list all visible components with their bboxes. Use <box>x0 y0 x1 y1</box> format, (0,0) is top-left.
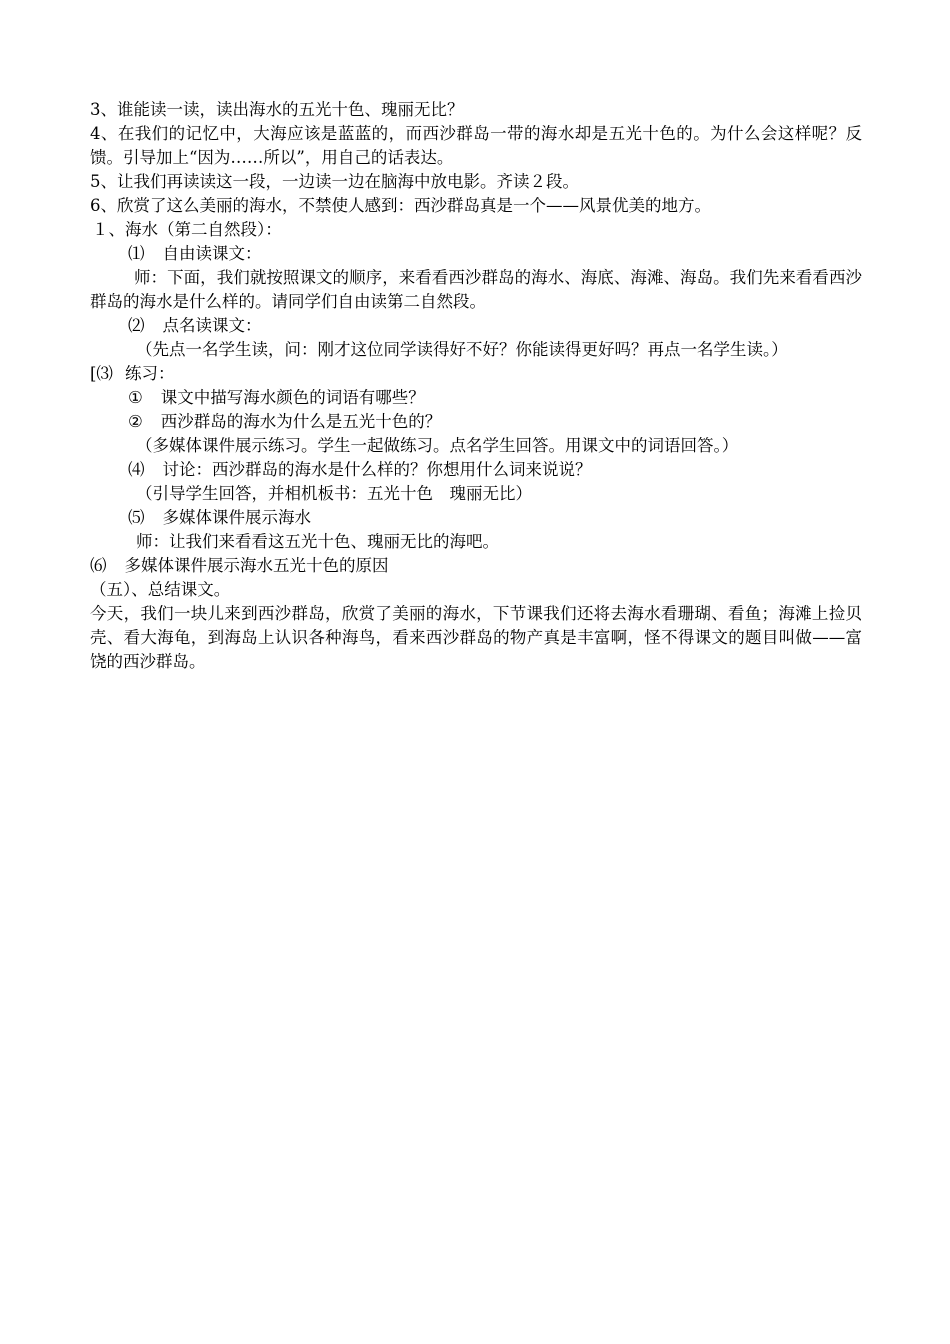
item-text: 课文中描写海水颜色的词语有哪些？ <box>160 388 425 407</box>
text-paragraph: 今天，我们一块儿来到西沙群岛，欣赏了美丽的海水，下节课我们还将去海水看珊瑚、看鱼；海滩上捡贝壳、看大海龟，到海岛上认识各种海鸟，看来西沙群岛的物产真是丰富啊，怪不得课文的题目叫做——富饶的西沙群岛。 <box>90 604 862 671</box>
item-text: 练习： <box>124 364 175 383</box>
section-heading: １、海水（第二自然段）： <box>92 220 282 239</box>
item-text: 自由读课文： <box>162 244 262 263</box>
item-number: ① <box>128 388 143 407</box>
numbered-item <box>90 458 862 482</box>
item-number: ⑹ <box>90 556 107 575</box>
text-line: （引导学生回答，并相机板书：五光十色 瑰丽无比） <box>136 484 532 503</box>
text-line: 5、让我们再读读这一段，一边读一边在脑海中放电影。齐读２段。 <box>90 172 579 191</box>
text-line: 3、谁能读一读，读出海水的五光十色、瑰丽无比？ <box>90 100 464 119</box>
item-number: [⑶ <box>90 364 113 383</box>
document-body <box>90 98 862 674</box>
text-line: （多媒体课件展示练习。学生一起做练习。点名学生回答。用课文中的词语回答。） <box>136 436 739 455</box>
text-line: （先点一名学生读，问：刚才这位同学读得好不好？你能读得更好吗？再点一名学生读。） <box>136 340 788 359</box>
numbered-item <box>90 314 862 338</box>
item-number: ⑸ <box>128 508 145 527</box>
item-text: 多媒体课件展示海水五光十色的原因 <box>124 556 389 575</box>
numbered-item <box>90 362 862 386</box>
item-text: 多媒体课件展示海水 <box>162 508 311 527</box>
item-number: ⑴ <box>128 244 145 263</box>
numbered-item <box>90 410 862 434</box>
item-text: 点名读课文： <box>162 316 262 335</box>
item-text: 西沙群岛的海水为什么是五光十色的？ <box>160 412 442 431</box>
item-number: ⑷ <box>128 460 145 479</box>
item-text: 讨论：西沙群岛的海水是什么样的？你想用什么词来说说？ <box>162 460 592 479</box>
section-heading: （五）、总结课文。 <box>90 580 231 599</box>
numbered-item <box>90 242 862 266</box>
item-number: ⑵ <box>128 316 145 335</box>
item-number: ② <box>128 412 143 431</box>
text-paragraph: 4、在我们的记忆中，大海应该是蓝蓝的，而西沙群岛一带的海水却是五光十色的。为什么会这样呢？反馈。引导加上“因为……所以”，用自己的话表达。 <box>90 124 862 167</box>
numbered-item <box>90 506 862 530</box>
text-line: 6、欣赏了这么美丽的海水，不禁使人感到：西沙群岛真是一个——风景优美的地方。 <box>90 196 711 215</box>
numbered-item <box>90 386 862 410</box>
numbered-item <box>90 554 862 578</box>
text-line: 师：让我们来看看这五光十色、瑰丽无比的海吧。 <box>136 532 499 551</box>
text-paragraph: 师：下面，我们就按照课文的顺序，来看看西沙群岛的海水、海底、海滩、海岛。我们先来看看西沙群岛的海水是什么样的。请同学们自由读第二自然段。 <box>90 268 862 311</box>
